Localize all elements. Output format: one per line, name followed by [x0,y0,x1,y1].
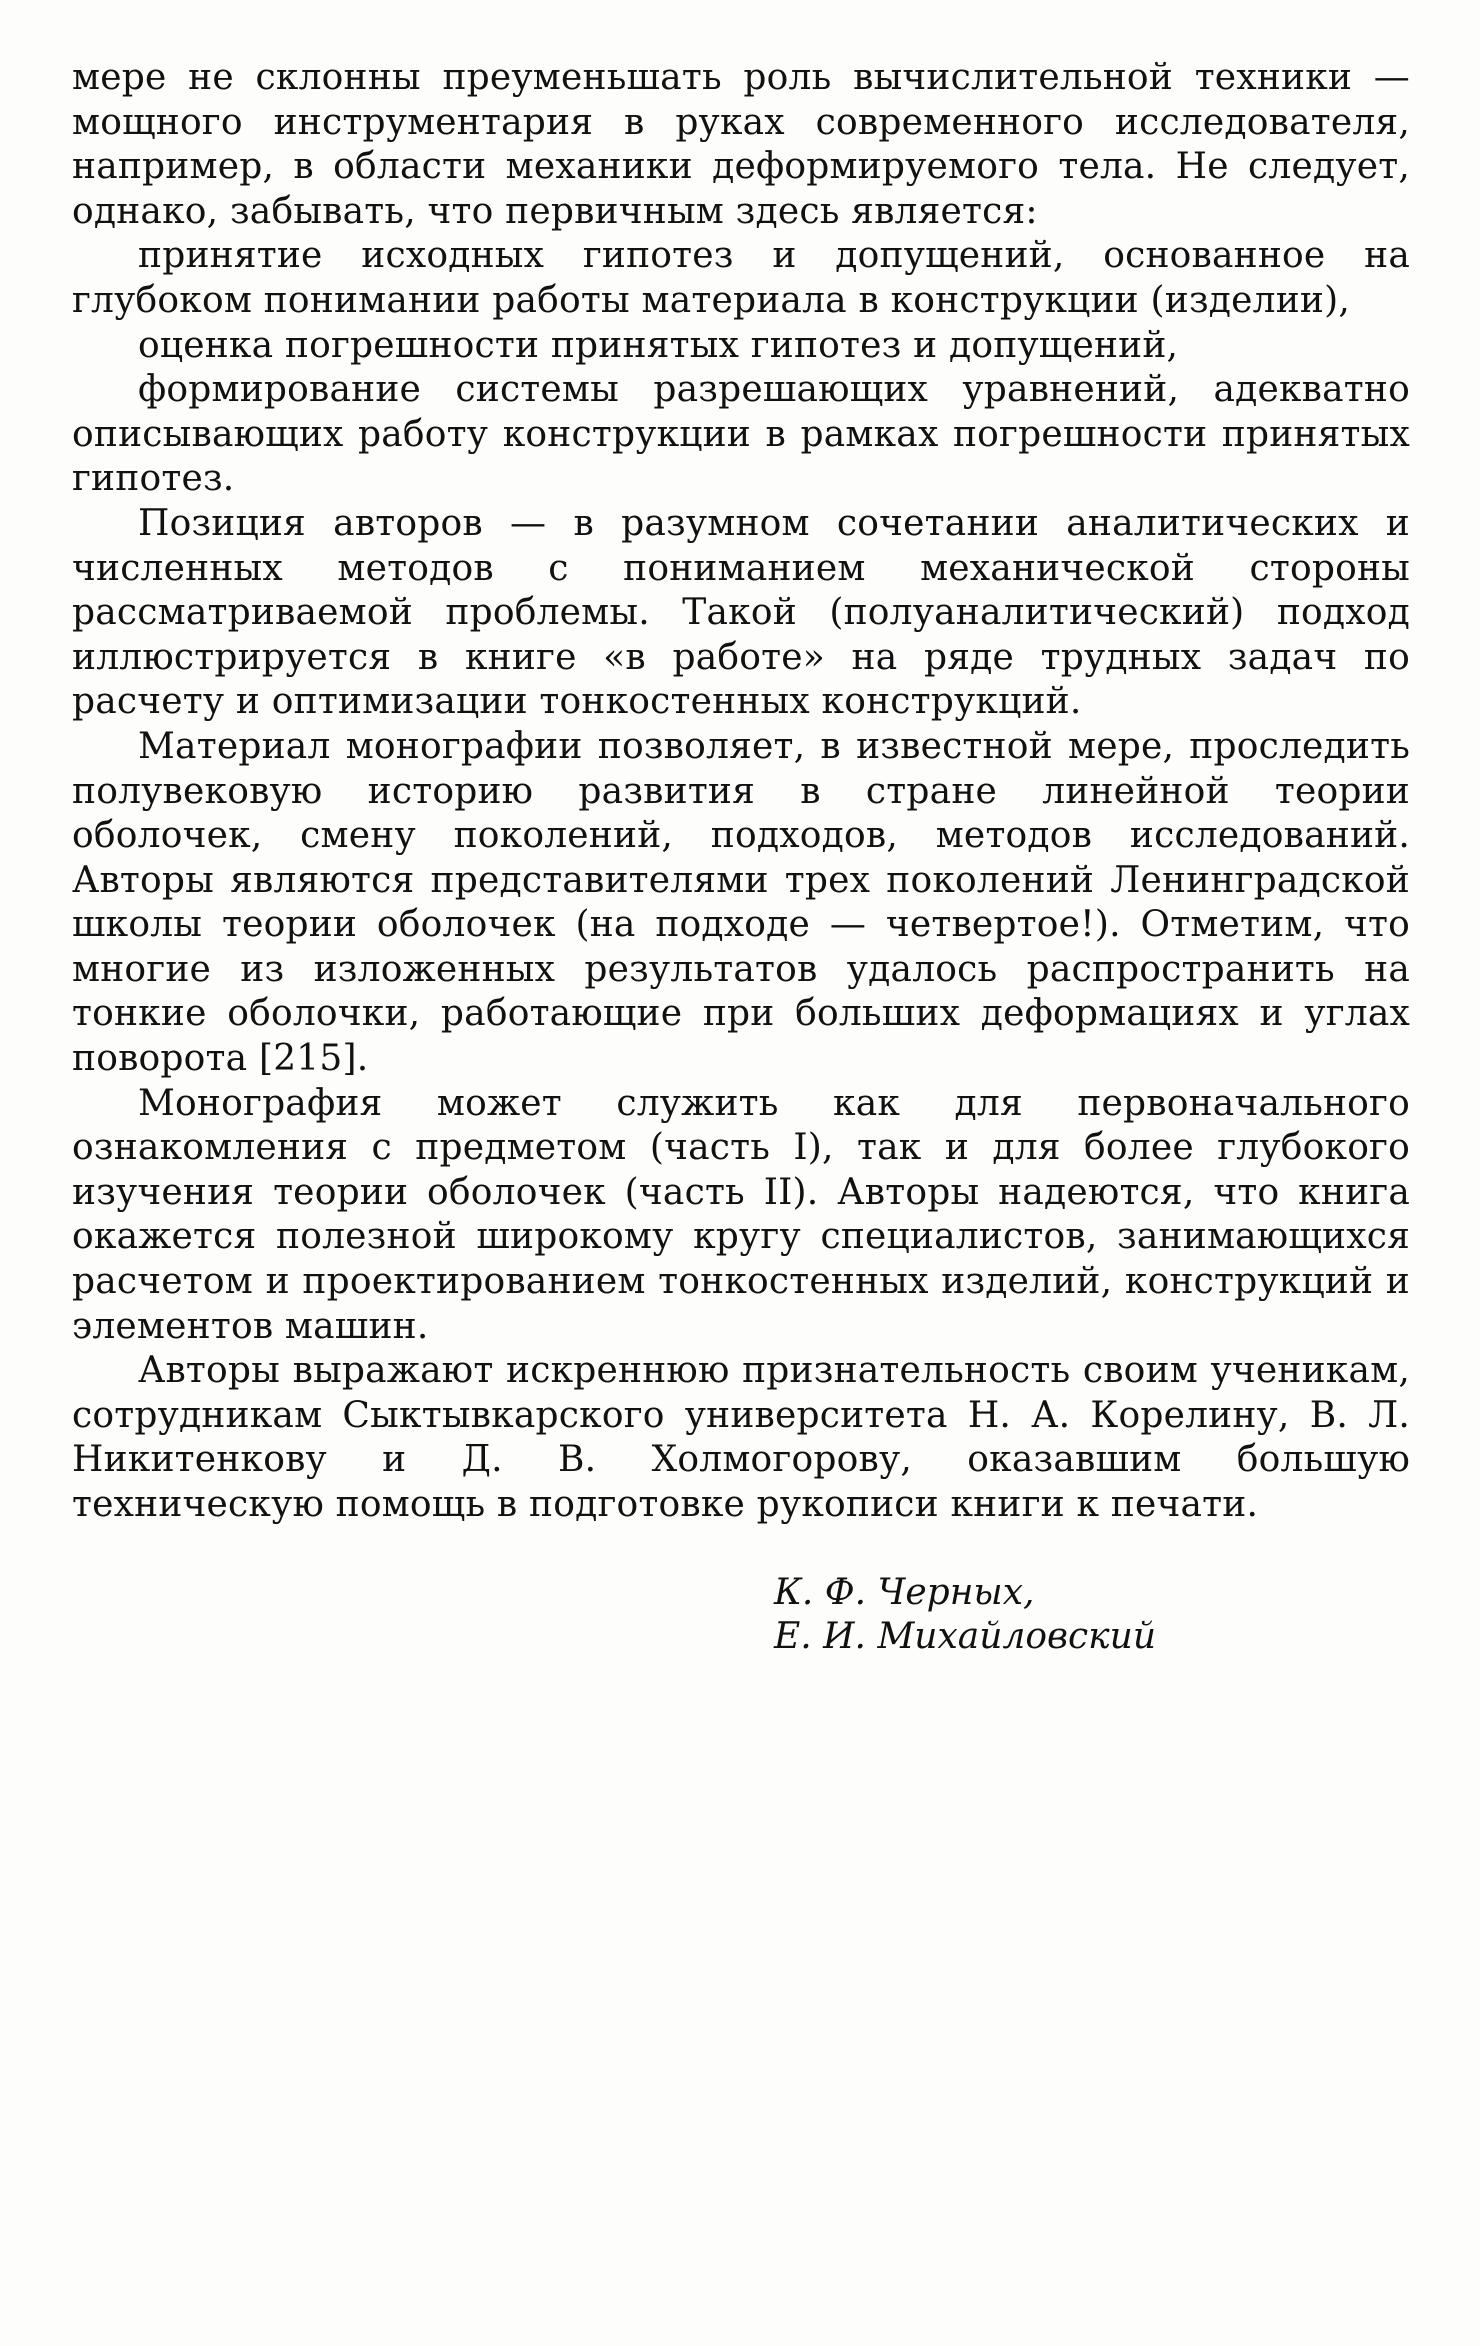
list-item-equations: формирование системы разрешающих уравнений, адекватно описывающих работу конструкции в рамках погрешности принятых гипотез. [72,369,1410,500]
paragraph-acknowledgements: Авторы выражают искреннюю признательность своим ученикам, сотрудникам Сыктывкарского университета Н. А. Корелину, В. Л. Никитенкову и Д. В. Холмогорову, оказавшим большую техническую помощь в подготовке рукописи книги к печати. [72,1350,1410,1525]
list-item-hypotheses: принятие исходных гипотез и допущений, основанное на глубоком понимании работы материала в конструкции (изделии), [72,235,1410,321]
paragraph-intro: мере не склонны преуменьшать роль вычислительной техники — мощного инструментария в руках современного исследователя, например, в области механики деформируемого тела. Не следует, однако, забывать, что первичным здесь является: [72,57,1410,232]
list-item-error-estimate: оценка погрешности принятых гипотез и допущений, [138,324,1179,366]
signature [774,1571,1156,1659]
paragraph-history: Материал монографии позволяет, в известной мере, проследить полувековую историю развития в стране линейной теории оболочек, смену поколений, подходов, методов исследований. Авторы являются представителями трех поколений Ленинградской школы теории оболочек (на подходе — четвертое!). Отметим, что многие из изложенных результатов удалось распространить на тонкие оболочки, работающие при больших деформациях и углах поворота [215]. [72,725,1410,1080]
paragraph-purpose: Монография может служить как для первоначального ознакомления с предметом (часть I), так и для более глубокого изучения теории оболочек (часть II). Авторы надеются, что книга окажется полезной широкому кругу специалистов, занимающихся расчетом и проектированием тонкостенных изделий, конструкций и элементов машин. [72,1082,1410,1347]
signature-author-2: Е. И. Михайловский [774,1616,1157,1657]
paragraph-authors-position: Позиция авторов — в разумном сочетании аналитических и численных методов с пониманием механической стороны рассматриваемой проблемы. Такой (полуаналитический) подход иллюстрируется в книге «в работе» на ряде трудных задач по расчету и оптимизации тонкостенных конструкций. [72,502,1410,723]
signature-author-1: К. Ф. Черных, [774,1572,1035,1613]
body-text [72,56,1410,1528]
